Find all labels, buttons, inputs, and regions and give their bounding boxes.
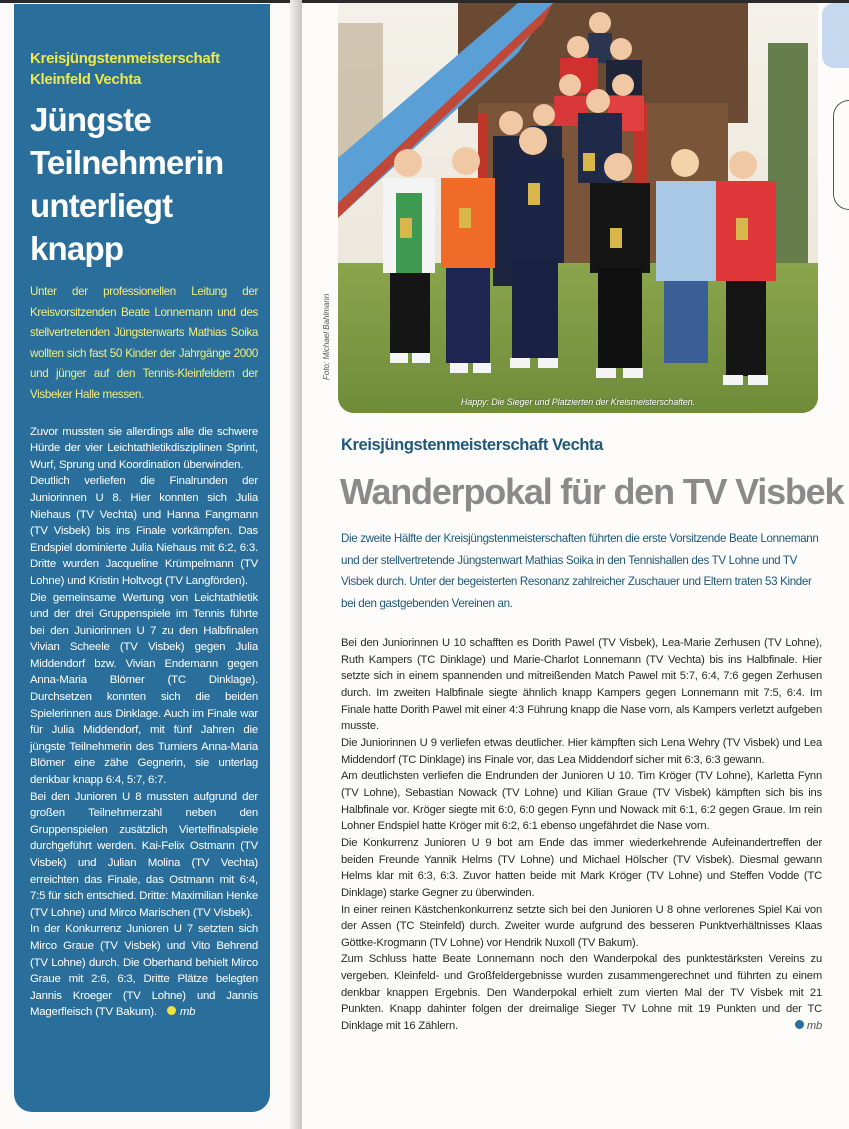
- left-article-intro: Unter der professionellen Leitung der Kreisvorsitzenden Beate Lonnemann und des stellvertretenden Jüngstenwarts Mathias Soika wollten sich fast 50 Kinder der Jahrgänge 2000 und jünger auf den Tennis-Kleinfeldern der Visbeker Halle messen.: [30, 285, 258, 401]
- side-tab: [822, 3, 849, 68]
- right-paragraph: In einer reinen Kästchenkonkurrenz setzte sich bei den Junioren U 8 ohne verlorenes Spiel Kai von der Assen (TC Steinfeld) durch. Zweiter wurde aufgrund des besseren Punktverhältnisses Klaas Göttke-Krogmann (TV Lohne) vor Hendrik Nuxoll (TV Bakum).: [341, 903, 822, 949]
- photo-illustration: [338, 3, 818, 413]
- right-paragraph-last: [341, 951, 822, 1034]
- photo-caption: Happy: Die Sieger und Platzierten der Kreismeisterschaften.: [460, 397, 696, 407]
- left-article-headline: Jüngste Teilnehmerin unterliegt knapp: [30, 101, 224, 267]
- right-paragraph-text: Zum Schluss hatte Beate Lonnemann noch den Wanderpokal des punktestärksten Vereins zu vergeben. Kleinfeld- und Großfeldergebnisse wurden zusammengerechnet und führten zu einem denkbar knappen Ergebnis. Den Wanderpokal erhielt zum vierten Mal der TV Visbek mit 21 Punkten. Knapp dahinter folgen der dreimalige Sieger TV Lohne mit 19 Punkten und der TC Dinklage mit 16 Zählern.: [341, 953, 822, 1033]
- group-photo: [338, 3, 818, 413]
- right-article-body: [341, 635, 822, 1035]
- right-signature: [795, 1018, 822, 1035]
- left-paragraph: Zuvor mussten sie allerdings alle die schwere Hürde der vier Leichtathletikdisziplinen Sprint, Wurf, Sprung und Koordination überwinden.: [30, 425, 258, 471]
- left-article-kicker: Kreisjüngstenmeisterschaft Kleinfeld Vechta: [30, 50, 220, 88]
- left-paragraph: Die gemeinsame Wertung von Leichtathletik und der drei Gruppenspiele im Tennis führte bei den Juniorinnen U 7 zu den Halbfinalen Vivian Scheele (TV Visbek) gegen Julia Middendorf bzw. Vivian Endemann gegen Anna-Maria Blömer (TC Dinklage). Durchsetzen konnten sich die beiden Spielerinnen aus Dinklage. Auch im Finale war für Julia Middendorf, mit fünf Jahren die jüngste Teilnehmerin des Turniers Anna-Maria Blömer eine zähe Gegnerin, sie unterlag denkbar knapp 6:4, 5:7, 6:7.: [30, 591, 258, 787]
- page-gutter: [290, 0, 302, 1129]
- right-article-kicker: Kreisjüngstenmeisterschaft Vechta: [341, 436, 603, 454]
- right-paragraph: Am deutlichsten verliefen die Endrunden der Junioren U 10. Tim Kröger (TV Lohne), Karletta Fynn (TV Lohne), Sebastian Nowack (TV Lohne) und Kilian Graue (TV Visbek) kämpften sich bis ins Halbfinale vor. Kröger siegte mit 6:0, 6:0 gegen Fynn und Nowack mit 6:1, 6:2 gegen Graue. Im rein Lohner Endspiel hatte Kröger mit 6:2, 6:1 ebenso ungefährdet die Nase vorn.: [341, 770, 822, 833]
- right-signature-text: mb: [806, 1020, 822, 1033]
- right-article-intro: Die zweite Hälfte der Kreisjüngstenmeisterschaften führten die erste Vorsitzende Beate Lonnemann und der stellvertretende Jüngstenwart Mathias Soika in den Tennishallen des TV Lohne und TV Visbek durch. Unter der begeisterten Resonanz zahlreicher Zuschauer und Eltern traten 53 Kinder bei den gastgebenden Vereinen an.: [341, 532, 819, 610]
- yellow-dot-icon: [167, 1006, 176, 1015]
- left-article-box: [14, 4, 270, 1112]
- left-signature: [157, 1006, 195, 1018]
- right-paragraph: Die Juniorinnen U 9 verliefen etwas deutlicher. Hier kämpften sich Lena Wehry (TV Visbek) und Lea Middendorf (TC Dinklage) ins Finale vor, das Lea Middendorf sicher mit 6:3, 6:3 gewann.: [341, 736, 822, 766]
- blue-dot-icon: [795, 1020, 804, 1029]
- left-paragraph-last: [30, 921, 258, 1021]
- left-signature-text: mb: [179, 1006, 196, 1019]
- right-paragraph: Die Konkurrenz Junioren U 9 bot am Ende das immer wiederkehrende Aufeinandertreffen der beiden Freunde Yannik Helms (TV Lohne) und Michael Hölscher (TV Visbek). Diesmal gewann Helms klar mit 6:3, 6:3. Zuvor hatten beide mit Mark Kröger (TV Lohne) und Steffen Vodde (TC Dinklage) starke Gegner zu überwinden.: [341, 836, 822, 899]
- left-paragraph-text: In der Konkurrenz Junioren U 7 setzten sich Mirco Graue (TV Visbek) und Vito Behrend (TV Lohne) durch. Die Oberhand behielt Mirco Graue mit 2:6, 6:3, Dritte Plätze belegten Jannis Kroeger (TV Lohne) und Jannis Magerfleisch (TV Bakum).: [30, 923, 258, 1019]
- right-paragraph: Bei den Juniorinnen U 10 schafften es Dorith Pawel (TV Visbek), Lea-Marie Zerhusen (TV Lohne), Ruth Kampers (TC Dinklage) und Marie-Charlot Lonnemann (TV Vechta) bis ins Halbfinale. Hier setzte sich in einem spannenden und mitreißenden Match Pawel mit 5:7, 6:4, 7:6 gegen Zerhusen durch. Im zweiten Halbfinale siegte ähnlich knapp Kampers gegen Lonnemann mit 7:5, 6:4. Im Finale hatte Dorith Pawel mit einer 4:3 Führung knapp die Nase vorn, als Kampers verletzt aufgeben musste.: [341, 637, 822, 733]
- left-paragraph: Bei den Junioren U 8 mussten aufgrund der großen Teilnehmerzahl neben den Gruppenspielen zusätzlich Viertelfinalspiele durchgeführt werden. Kai-Felix Ostmann (TV Visbek) und Julian Molina (TV Vechta) erreichten das Finale, das Ostmann mit 6:4, 7:5 für sich entschied. Dritte: Maximilian Henke (TV Lohne) und Mirco Marischen (TV Visbek).: [30, 790, 258, 919]
- left-article-body: [30, 424, 258, 1021]
- side-outline: [833, 100, 849, 210]
- right-article-headline: Wanderpokal für den TV Visbek: [340, 471, 844, 512]
- photo-credit: Foto: Michael Bahlmann: [322, 293, 331, 380]
- left-paragraph: Deutlich verliefen die Finalrunden der Juniorinnen U 8. Hier konnten sich Julia Niehaus (TV Vechta) und Hanna Fangmann (TV Visbek) bis ins Finale vorkämpfen. Das Endspiel dominierte Julia Niehaus mit 6:2, 6:3. Dritte wurden Jacqueline Krümpelmann (TV Lohne) und Kristin Holtvogt (TV Langförden).: [30, 475, 258, 587]
